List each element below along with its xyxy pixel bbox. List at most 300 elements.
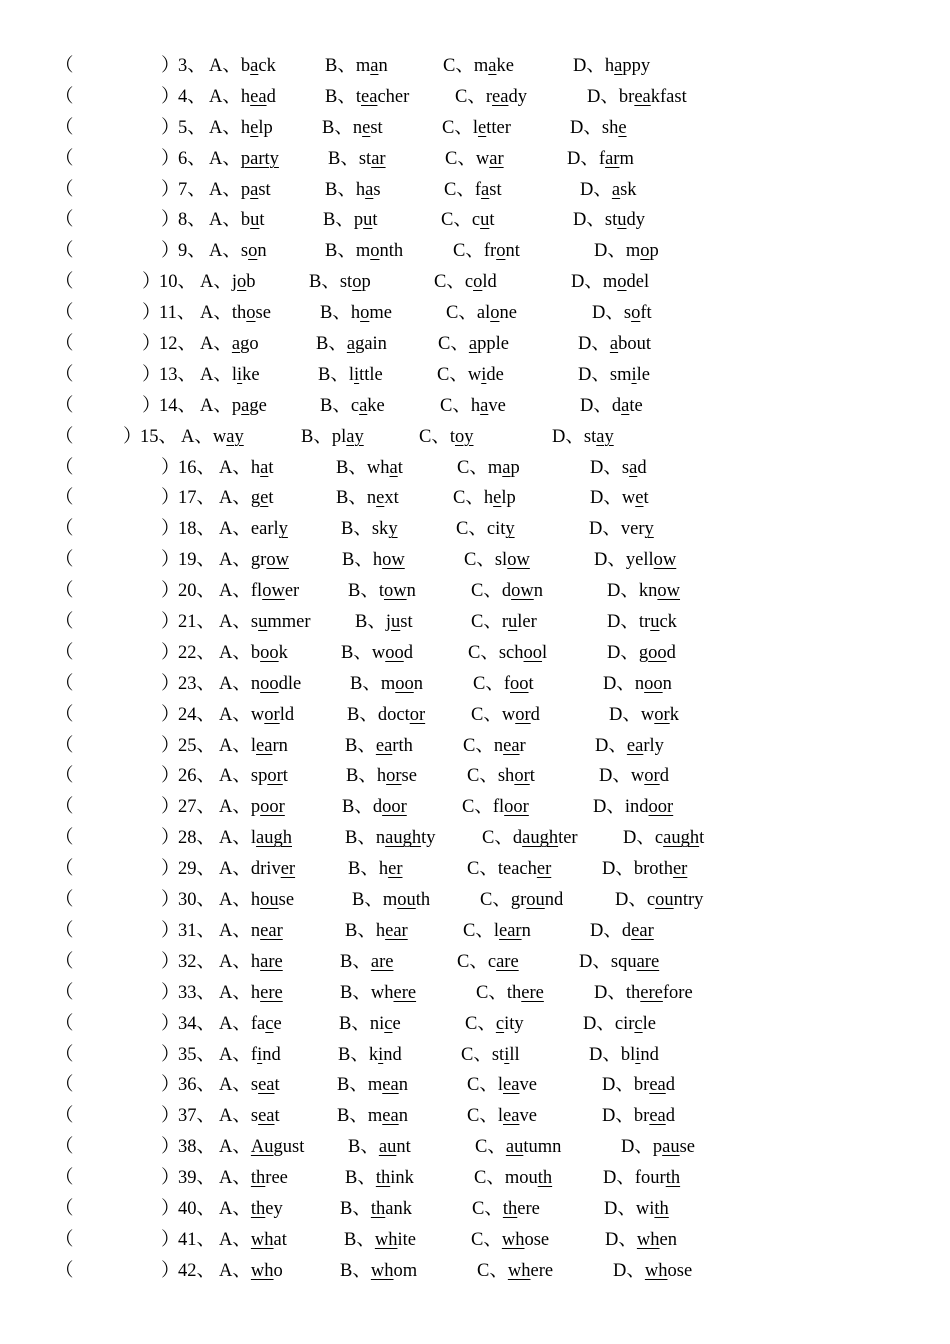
underlined-letters: i xyxy=(354,364,360,385)
number-separator: 、 xyxy=(196,951,216,972)
underlined-letters: wh xyxy=(507,1260,531,1281)
option-letter: A xyxy=(200,364,214,385)
word-suffix: r xyxy=(519,735,526,756)
question-number-value: 39 xyxy=(178,1168,197,1189)
word-suffix: n xyxy=(413,673,423,694)
underlined-letters: wh xyxy=(250,1260,274,1281)
word-prefix: w xyxy=(371,642,386,663)
underlined-letters: oo xyxy=(260,642,279,663)
word-suffix: d xyxy=(659,766,669,787)
question-number xyxy=(178,144,206,175)
word-prefix: fa xyxy=(250,1013,266,1034)
question-number-value: 18 xyxy=(178,519,197,540)
option-b xyxy=(341,514,398,545)
underlined-letters: u xyxy=(508,612,518,633)
option-a xyxy=(200,360,260,391)
word-prefix: ver xyxy=(620,519,645,540)
option-letter: D xyxy=(590,457,604,478)
word-suffix: nd xyxy=(544,890,564,911)
question-row xyxy=(0,82,950,113)
option-letter: A xyxy=(181,426,195,447)
option-letter: A xyxy=(219,1229,233,1250)
option-separator: 、 xyxy=(591,364,610,385)
option-letter: D xyxy=(570,117,584,138)
option-d xyxy=(583,1009,656,1040)
option-letter: C xyxy=(437,364,450,385)
word-prefix: r xyxy=(501,612,509,633)
option-letter: B xyxy=(341,642,354,663)
option-separator: 、 xyxy=(479,766,498,787)
option-separator: 、 xyxy=(620,612,639,633)
question-number-value: 27 xyxy=(178,797,197,818)
question-row xyxy=(0,1101,950,1132)
number-separator: 、 xyxy=(196,982,216,1003)
option-d xyxy=(578,360,650,391)
answer-blank-close-paren: ） xyxy=(161,519,180,540)
answer-blank-open-paren: （ xyxy=(55,519,74,540)
question-number xyxy=(178,669,215,700)
underlined-letters: e xyxy=(260,488,269,509)
underlined-letters: a xyxy=(241,395,250,416)
option-letter: D xyxy=(605,1229,619,1250)
option-letter: C xyxy=(482,828,495,849)
word-suffix: sk xyxy=(620,179,637,200)
option-letter: D xyxy=(567,148,581,169)
question-row xyxy=(0,453,950,484)
answer-blank-open-paren: （ xyxy=(55,890,74,911)
option-separator: 、 xyxy=(352,1260,371,1281)
question-number xyxy=(178,792,215,823)
word-prefix: g xyxy=(638,642,649,663)
option-separator: 、 xyxy=(488,982,507,1003)
answer-blank-close-paren: ） xyxy=(161,86,180,107)
option-separator: 、 xyxy=(232,766,251,787)
option-separator: 、 xyxy=(232,920,251,941)
option-a xyxy=(209,205,265,236)
option-b xyxy=(340,1256,417,1287)
option-letter: D xyxy=(621,1137,635,1158)
underlined-letters: o xyxy=(370,241,380,262)
answer-blank-open-paren: （ xyxy=(55,920,74,941)
underlined-letters: ere xyxy=(393,982,417,1003)
option-letter: A xyxy=(219,1044,233,1065)
option-letter: A xyxy=(219,828,233,849)
option-d xyxy=(594,236,659,267)
option-separator: 、 xyxy=(232,550,251,571)
underlined-letters: a xyxy=(370,56,379,76)
word-prefix: driv xyxy=(250,859,281,880)
underlined-letters: or xyxy=(654,704,670,725)
option-letter: C xyxy=(477,1260,490,1281)
answer-blank-open-paren: （ xyxy=(55,395,74,416)
option-separator: 、 xyxy=(232,1198,251,1219)
option-separator: 、 xyxy=(194,426,213,447)
underlined-letters: o xyxy=(631,303,641,324)
option-separator: 、 xyxy=(634,1137,653,1158)
option-letter: B xyxy=(348,859,361,880)
underlined-letters: ow xyxy=(262,581,285,602)
option-separator: 、 xyxy=(483,1229,502,1250)
option-c xyxy=(440,391,506,422)
word-suffix: p xyxy=(510,457,520,478)
word-prefix: fl xyxy=(492,797,505,818)
word-suffix: ll xyxy=(509,1044,520,1065)
question-number-value: 14 xyxy=(159,395,178,416)
option-separator: 、 xyxy=(586,210,605,231)
option-letter: C xyxy=(442,117,455,138)
underlined-letters: th xyxy=(250,1168,266,1189)
underlined-letters: au xyxy=(662,1137,680,1158)
underlined-letters: a xyxy=(488,56,497,76)
word-suffix: rn xyxy=(272,735,288,756)
option-a xyxy=(200,391,267,422)
option-letter: A xyxy=(219,890,233,911)
underlined-letters: c xyxy=(495,1013,505,1034)
word-prefix: sm xyxy=(609,364,632,385)
word-prefix: th xyxy=(506,982,522,1003)
option-separator: 、 xyxy=(222,210,241,231)
answer-blank-close-paren: ） xyxy=(161,612,180,633)
word-prefix: m xyxy=(602,272,618,293)
option-separator: 、 xyxy=(232,1075,251,1096)
underlined-letters: o xyxy=(246,303,256,324)
word-prefix: tr xyxy=(638,612,651,633)
question-row xyxy=(0,1194,950,1225)
question-number xyxy=(178,761,215,792)
word-prefix: l xyxy=(493,920,499,941)
question-number xyxy=(178,1194,215,1225)
option-letter: C xyxy=(457,457,470,478)
option-separator: 、 xyxy=(232,457,251,478)
question-number-value: 20 xyxy=(178,581,197,602)
underlined-letters: wh xyxy=(636,1229,660,1250)
answer-blank-close-paren: ） xyxy=(142,272,161,293)
option-separator: 、 xyxy=(455,56,474,76)
question-number xyxy=(159,298,195,329)
underlined-letters: a xyxy=(359,395,368,416)
option-letter: D xyxy=(580,395,594,416)
word-suffix: ppy xyxy=(622,56,651,76)
question-number xyxy=(159,329,196,360)
underlined-letters: ou xyxy=(655,890,674,911)
question-row xyxy=(0,1009,950,1040)
word-prefix: s xyxy=(250,1075,259,1096)
option-letter: B xyxy=(348,1137,361,1158)
option-letter: B xyxy=(340,1198,353,1219)
question-row xyxy=(0,731,950,762)
answer-blank-open-paren: （ xyxy=(55,56,74,76)
option-letter: B xyxy=(337,1075,350,1096)
option-separator: 、 xyxy=(359,704,378,725)
option-a xyxy=(209,144,279,175)
word-prefix: t xyxy=(449,426,455,447)
option-separator: 、 xyxy=(232,1168,251,1189)
option-letter: C xyxy=(475,1137,488,1158)
option-separator: 、 xyxy=(352,1198,371,1219)
option-separator: 、 xyxy=(367,612,386,633)
option-separator: 、 xyxy=(565,426,584,447)
answer-blank-close-paren: ） xyxy=(161,673,180,694)
option-separator: 、 xyxy=(232,519,251,540)
underlined-letters: a xyxy=(365,179,374,200)
option-b xyxy=(345,1163,414,1194)
option-letter: C xyxy=(419,426,432,447)
word-suffix: ge xyxy=(249,395,267,416)
underlined-letters: th xyxy=(370,1198,386,1219)
option-a xyxy=(200,298,271,329)
option-b xyxy=(352,885,430,916)
underlined-letters: ay xyxy=(346,426,364,447)
underlined-letters: a xyxy=(611,179,621,200)
word-prefix: c xyxy=(646,890,656,911)
option-letter: B xyxy=(345,828,358,849)
question-number-value: 30 xyxy=(178,890,197,911)
option-letter: C xyxy=(471,704,484,725)
option-separator: 、 xyxy=(465,488,484,509)
option-letter: B xyxy=(355,612,368,633)
word-suffix: e xyxy=(392,1013,401,1034)
option-a xyxy=(219,761,288,792)
option-d xyxy=(602,854,687,885)
question-number xyxy=(178,51,206,82)
option-a xyxy=(219,1009,282,1040)
word-prefix: kn xyxy=(638,581,658,602)
option-letter: D xyxy=(580,179,594,200)
word-suffix: t xyxy=(699,828,705,849)
word-prefix: h xyxy=(355,179,366,200)
question-number xyxy=(178,978,215,1009)
word-suffix: nd xyxy=(640,1044,659,1065)
question-number xyxy=(178,916,215,947)
option-b xyxy=(325,175,381,206)
option-letter: C xyxy=(476,982,489,1003)
option-c xyxy=(443,51,514,82)
option-letter: D xyxy=(607,642,621,663)
option-letter: A xyxy=(209,241,223,262)
option-separator: 、 xyxy=(337,179,356,200)
option-letter: B xyxy=(325,56,338,76)
word-suffix: gust xyxy=(273,1137,305,1158)
option-letter: A xyxy=(219,859,233,880)
word-prefix: c xyxy=(471,210,481,231)
option-separator: 、 xyxy=(616,673,635,694)
option-b xyxy=(344,1225,416,1256)
word-prefix: sk xyxy=(371,519,389,540)
option-c xyxy=(474,1163,552,1194)
underlined-letters: u xyxy=(617,210,627,231)
underlined-letters: th xyxy=(375,1168,391,1189)
answer-blank-close-paren: ） xyxy=(161,210,180,231)
option-b xyxy=(325,82,409,113)
word-prefix: h xyxy=(250,982,261,1003)
option-letter: A xyxy=(219,612,233,633)
question-row xyxy=(0,576,950,607)
option-c xyxy=(471,576,543,607)
underlined-letters: y xyxy=(644,519,654,540)
underlined-letters: or xyxy=(644,766,660,787)
option-b xyxy=(322,113,383,144)
underlined-letters: oo xyxy=(510,673,529,694)
word-prefix: doct xyxy=(377,704,410,725)
option-letter: A xyxy=(219,951,233,972)
word-suffix: d xyxy=(665,1075,675,1096)
word-suffix: d xyxy=(637,457,647,478)
option-a xyxy=(219,638,288,669)
option-separator: 、 xyxy=(607,982,626,1003)
option-letter: C xyxy=(467,1106,480,1127)
question-number-value: 28 xyxy=(178,828,197,849)
underlined-letters: e xyxy=(478,117,487,138)
word-suffix: nt xyxy=(505,241,520,262)
option-separator: 、 xyxy=(612,766,631,787)
option-separator: 、 xyxy=(360,581,379,602)
word-suffix: d xyxy=(266,86,276,107)
option-separator: 、 xyxy=(362,673,381,694)
option-b xyxy=(309,267,371,298)
word-suffix: t xyxy=(274,1075,280,1096)
answer-blank-close-paren: ） xyxy=(142,303,161,324)
question-number-value: 25 xyxy=(178,735,197,756)
underlined-letters: oo xyxy=(523,642,543,663)
underlined-letters: oor xyxy=(382,797,407,818)
word-suffix: kfast xyxy=(650,86,687,107)
underlined-letters: i xyxy=(504,1044,510,1065)
option-letter: A xyxy=(219,1075,233,1096)
option-b xyxy=(348,576,416,607)
option-letter: D xyxy=(595,735,609,756)
word-prefix: fl xyxy=(250,581,263,602)
number-separator: 、 xyxy=(196,1106,216,1127)
option-d xyxy=(605,1225,677,1256)
option-separator: 、 xyxy=(232,1044,251,1065)
word-prefix: al xyxy=(476,303,491,324)
answer-blank-open-paren: （ xyxy=(55,859,74,880)
option-letter: B xyxy=(350,673,363,694)
option-b xyxy=(341,638,413,669)
option-a xyxy=(209,82,276,113)
word-prefix: l xyxy=(472,117,478,138)
option-letter: B xyxy=(341,519,354,540)
word-suffix: nt xyxy=(396,1137,411,1158)
option-letter: D xyxy=(607,612,621,633)
option-b xyxy=(342,545,405,576)
option-c xyxy=(480,885,563,916)
underlined-letters: ar xyxy=(605,148,620,169)
option-letter: D xyxy=(578,364,592,385)
number-separator: 、 xyxy=(196,1168,216,1189)
option-c xyxy=(467,1101,537,1132)
option-letter: A xyxy=(209,148,223,169)
option-c xyxy=(482,823,578,854)
option-separator: 、 xyxy=(486,1168,505,1189)
word-prefix: wi xyxy=(635,1198,655,1219)
option-letter: D xyxy=(583,1013,597,1034)
word-prefix: s xyxy=(240,241,249,262)
underlined-letters: augh xyxy=(522,828,559,849)
option-separator: 、 xyxy=(450,334,469,355)
underlined-letters: a xyxy=(502,457,511,478)
option-letter: A xyxy=(219,457,233,478)
answer-blank-open-paren: （ xyxy=(55,1260,74,1281)
option-d xyxy=(623,823,704,854)
option-letter: C xyxy=(444,179,457,200)
question-row xyxy=(0,236,950,267)
option-b xyxy=(323,205,378,236)
word-prefix: w xyxy=(250,704,265,725)
word-prefix: t xyxy=(378,581,384,602)
option-b xyxy=(325,236,403,267)
word-suffix: ter xyxy=(558,828,578,849)
word-suffix: s xyxy=(373,179,381,200)
option-b xyxy=(340,1194,412,1225)
word-suffix: k xyxy=(669,704,679,725)
question-row xyxy=(0,360,950,391)
option-letter: B xyxy=(337,1106,350,1127)
answer-blank-open-paren: （ xyxy=(55,488,74,509)
underlined-letters: i xyxy=(378,1044,384,1065)
underlined-letters: ow xyxy=(382,550,405,571)
option-c xyxy=(419,422,474,453)
option-b xyxy=(347,700,425,731)
option-letter: B xyxy=(325,179,338,200)
option-separator: 、 xyxy=(352,982,371,1003)
question-row xyxy=(0,391,950,422)
number-separator: 、 xyxy=(196,1013,216,1034)
word-suffix: ntry xyxy=(673,890,704,911)
underlined-letters: y xyxy=(505,519,515,540)
question-row xyxy=(0,916,950,947)
option-letter: B xyxy=(345,920,358,941)
word-suffix: t xyxy=(643,488,649,509)
option-separator: 、 xyxy=(352,951,371,972)
number-separator: 、 xyxy=(196,735,216,756)
word-suffix: de xyxy=(486,364,504,385)
question-row xyxy=(0,638,950,669)
word-prefix: w xyxy=(501,704,516,725)
word-prefix: j xyxy=(385,612,391,633)
question-row xyxy=(0,1225,950,1256)
word-prefix: n xyxy=(250,920,261,941)
option-separator: 、 xyxy=(593,179,612,200)
option-letter: B xyxy=(320,395,333,416)
word-suffix: d xyxy=(403,642,413,663)
option-a xyxy=(219,823,292,854)
option-letter: C xyxy=(443,56,456,76)
option-separator: 、 xyxy=(232,581,251,602)
word-prefix: gr xyxy=(250,550,267,571)
option-letter: C xyxy=(473,673,486,694)
option-separator: 、 xyxy=(232,612,251,633)
option-letter: A xyxy=(219,519,233,540)
answer-blank-close-paren: ） xyxy=(161,859,180,880)
underlined-letters: oo xyxy=(395,673,414,694)
word-prefix: mou xyxy=(504,1168,538,1189)
word-prefix: m xyxy=(367,1106,383,1127)
question-number xyxy=(178,607,215,638)
underlined-letters: ea xyxy=(256,735,273,756)
option-b xyxy=(336,483,399,514)
word-prefix: s xyxy=(621,457,630,478)
underlined-letters: augh xyxy=(256,828,292,849)
option-separator: 、 xyxy=(607,241,626,262)
underlined-letters: oor xyxy=(260,797,285,818)
word-prefix: n xyxy=(250,673,261,694)
option-letter: B xyxy=(340,1260,353,1281)
word-prefix: st xyxy=(339,272,353,293)
option-c xyxy=(467,854,551,885)
option-separator: 、 xyxy=(489,1260,508,1281)
word-suffix: l xyxy=(542,642,548,663)
